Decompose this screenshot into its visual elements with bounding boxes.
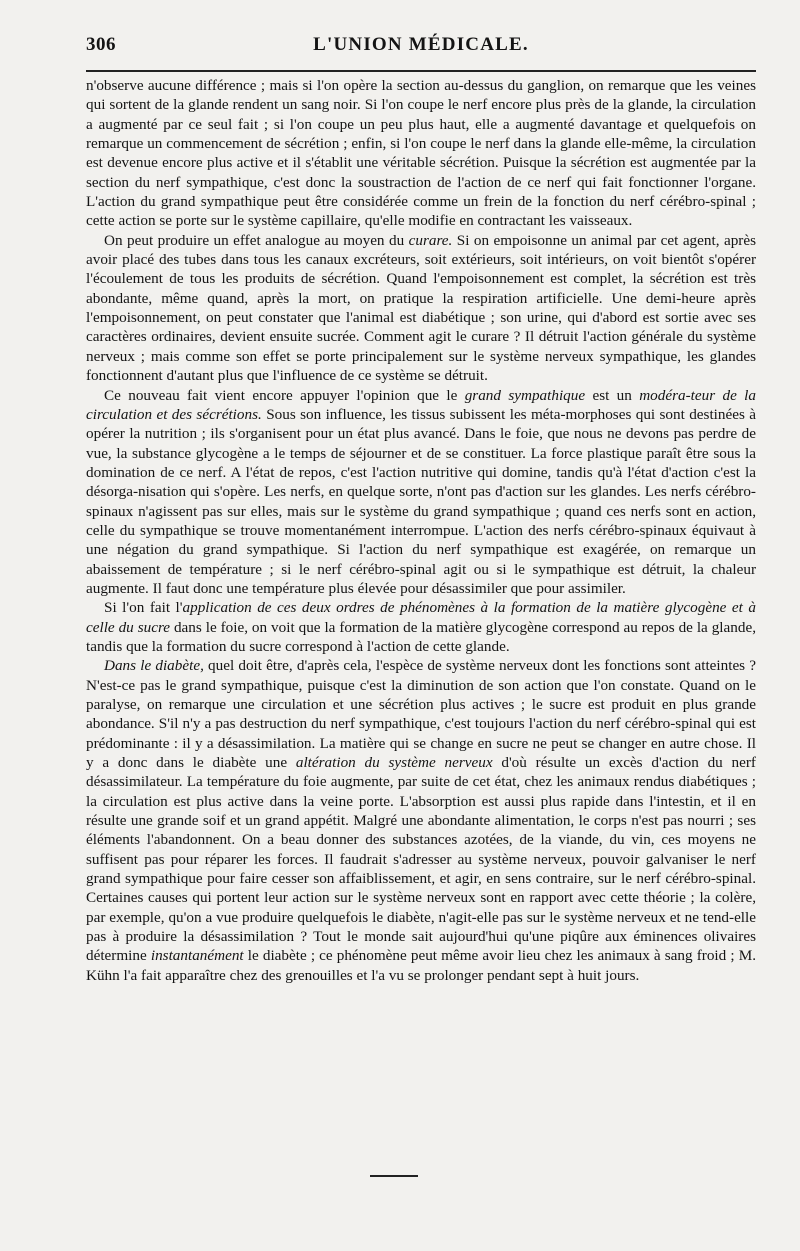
header-rule [86,70,756,72]
page-number: 306 [86,34,116,55]
italic-text: Dans le diabète, [104,657,204,675]
text-run: Sous son influence, les tissus subissent les méta-morphoses qui sont destinées à opérer la nutrition ; ils s'organisent pour un état plus avancé. Dans le foie, que nous ne devons pas perdre de vue, la substance glycogène a le temps de séjourner et de se constituer. La force plastique paraît être sous la domination de ce nerf. A l'état de repos, c'est l'action nutritive qui domine, tandis qu'à l'état d'action c'est la désorga-nisation qui s'opère. Les nerfs, en quelque sorte, n'ont pas d'action sur les glandes. Les nerfs cérébro-spinaux n'agissent pas sur elles, mais sur le système du grand sympathique ; quand ces nerfs sont en action, celle du sympathique se trouve momentanément interrompue. L'action des nerfs cérébro-spinaux équivaut à une négation du grand sympathique. Si l'action du nerf sympathique est exagérée, on remarque un abaissement de température ; si le nerf cérébro-spinal agit ou si le sympathique est détruit, la chaleur augmente. Il faut donc une température plus élevée pour désassimiler que pour assimiler. [86,405,757,597]
article-body [86,76,756,985]
text-run: est un [585,386,640,404]
italic-text: application de ces deux ordres de phénomènes à la formation de la matière glycogène et à celle du sucre [86,599,756,636]
italic-text: instantanément [150,947,244,965]
paragraph [86,598,756,656]
italic-text: curare. [408,231,453,249]
paragraph [86,656,756,985]
text-run: le diabète ; ce phénomène peut même avoir lieu chez les animaux à sang froid ; M. Kühn l'a fait apparaître chez des grenouilles et l'a vu se prolonger pendant sept à huit jours. [86,947,756,984]
text-run: Si on empoisonne un animal par cet agent, après avoir placé des tubes dans tous les canaux excréteurs, soit extérieurs, soit intérieurs, on voit bientôt s'opérer l'écoulement de tous les produits de sécrétion. Quand l'empoisonnement est complet, la sécrétion est très abondante, même quand, après la mort, on pratique la respiration artificielle. Une demi-heure après l'empoisonnement, on peut constater que l'animal est diabétique ; son urine, qui d'abord est sortie avec ses caractères ordinaires, devient ensuite sucrée. Comment agit le curare ? Il détruit l'action générale du système nerveux ; mais comme son effet se porte principalement sur le système nerveux sympathique, les glandes fonctionnent d'autant plus que l'influence de ce système se détruit. [86,231,756,385]
page-header [86,30,756,64]
text-run: d'où résulte un excès d'action du nerf désassimilateur. La température du foie augmente, par suite de cet état, chez les animaux rendus diabétiques ; la circulation est plus active dans la veine porte. L'absorption est aussi plus rapide dans l'intestin, et il en résulte une grande soif et un grand appétit. Malgré une abondante alimentation, le corps n'est pas nourri ; ses éléments l'abandonnent. On a beau donner des substances azotées, de la viande, du vin, ces moyens ne suffisent pas pour réparer les forces. Il faudrait s'adresser au système nerveux, pouvoir galvaniser le nerf grand sympathique pour faire cesser son affaiblissement, et agir, en sens contraire, sur le nerf cérébro-spinal. Certaines causes qui portent leur action sur le système nerveux sont en rapport avec cette théorie ; la colère, par exemple, qu'on a vue produire quelquefois le diabète, n'agit-elle pas sur le système nerveux et ne tend-elle pas à produire la désassimilation ? Tout le monde sait aujourd'hui qu'une piqûre aux éminences olivaires détermine [86,754,756,965]
footer-rule [370,1175,418,1177]
italic-text: altération du système nerveux [295,754,493,772]
paragraph [86,386,756,599]
text-run: n'observe aucune différence ; mais si l'on opère la section au-dessus du ganglion, on remarque que les veines qui sortent de la glande rendent un sang noir. Si l'on coupe le nerf encore plus près de la glande, la circulation a augmenté par ce seul fait ; si l'on coupe un peu plus haut, elle a augmenté davantage et quelquefois on remarque un commencement de sécrétion ; enfin, si l'on coupe le nerf dans la glande elle-même, la circulation est devenue encore plus active et il s'établit une véritable sécrétion. Puisque la sécrétion est augmentée par la section du nerf sympathique, c'est donc la soustraction de l'action de ce nerf qui fait fonctionner l'organe. L'action du grand sympathique peut être considérée comme un frein de la fonction du nerf cérébro-spinal ; cette action se porte sur le système capillaire, qu'elle modifie en contractant les vaisseaux. [86,77,756,230]
paragraph [86,76,756,231]
italic-text: modéra-teur de la circulation et des sécrétions. [86,386,756,423]
italic-text: grand sympathique [464,386,586,404]
text-run: Si l'on fait l' [104,599,183,617]
running-title: L'UNION MÉDICALE. [313,34,529,55]
text-run: Ce nouveau fait vient encore appuyer l'opinion que le [104,386,465,404]
text-run: dans le foie, on voit que la formation de la matière glycogène correspond au repos de la glande, tandis que la formation du sucre correspond à l'action de cette glande. [86,618,756,655]
paragraph [86,231,756,386]
text-run: quel doit être, d'après cela, l'espèce de système nerveux dont les fonctions sont atteintes ? N'est-ce pas le grand sympathique, puisque c'est la diminution de son action que l'on constate. Quand on le paralyse, on remarque une circulation et une sécrétion plus actives ; le sucre est produit en plus grande abondance. S'il n'y a pas destruction du nerf sympathique, c'est toujours l'action du nerf cérébro-spinal qui est prédominante : il y a désassimilation. La matière qui se change en sucre ne peut se changer en autre chose. Il y a donc dans le diabète une [86,657,757,772]
text-run: On peut produire un effet analogue au moyen du [104,231,409,249]
